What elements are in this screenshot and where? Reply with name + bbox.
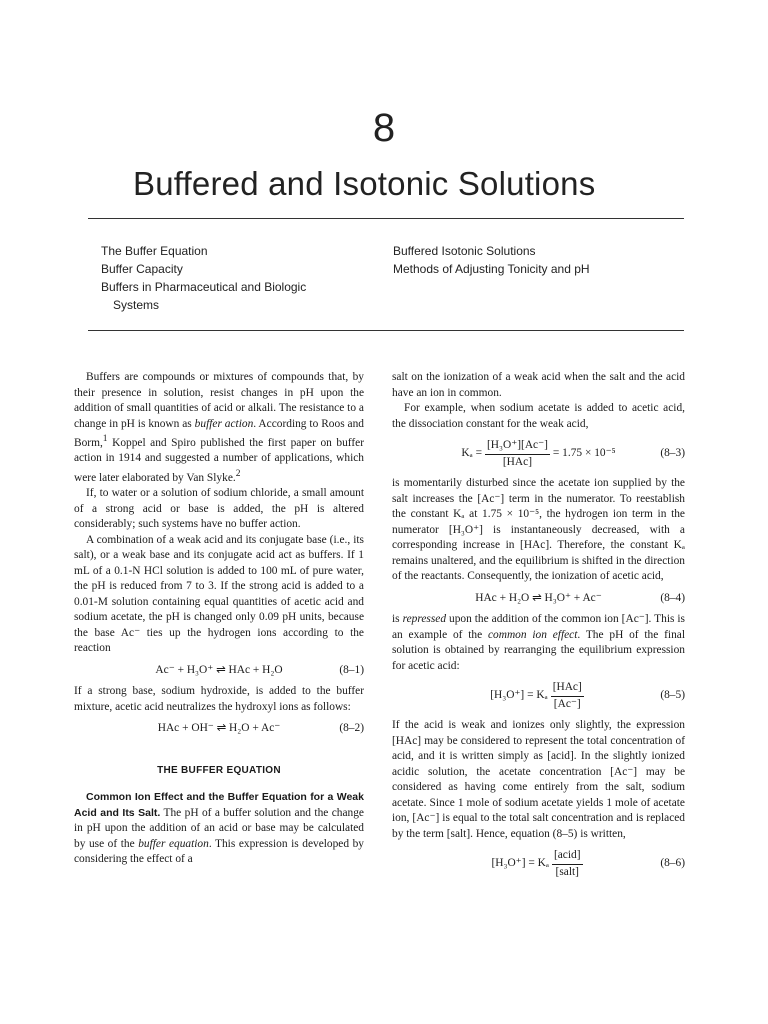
paragraph: is momentarily disturbed since the acetate ion supplied by the salt increases the [Ac⁻] term in the numerator. To reestablish the constant Kₐ at 1.75 × 10⁻⁵, the hydrogen ion term in the numerator [H₃O⁺] is instantaneously decreased, with a corresponding increase in [HAc]. Therefore, the constant Kₐ remains unaltered, and the equilibrium is shifted in the direction of the reactants. Consequently, the ionization of acetic acid, bbox=[392, 477, 685, 582]
paragraph: If, to water or a solution of sodium chloride, a small amount of a strong acid or base is added, the pH is altered considerably; such systems have no buffer action. bbox=[74, 487, 364, 531]
chapter-number: 8 bbox=[372, 106, 396, 150]
left-column bbox=[74, 370, 364, 868]
paragraph: A combination of a weak acid and its conjugate base (i.e., its salt), or a weak base and its conjugate acid act as buffers. If 1 mL of a 0.1-N HCl solution is added to 100 mL of pure water, the pH is reduced from 7 to 3. If the strong acid is added to a 0.01-M solution containing equal quantities of acetic acid and sodium acetate, the pH is changed only 0.09 pH units, because the base Ac⁻ ties up the hydrogen ions according to the reaction bbox=[74, 533, 364, 655]
paragraph: If the acid is weak and ionizes only slightly, the expression [HAc] may be considered to represent the total concentration of acid, and it is written simply as [acid]. In the slightly ionized acidic solution, the acetate concentration [Ac⁻] may be considered as having come entirely from the salt, sodium acetate. Since 1 mole of sodium acetate yields 1 mole of acetate ion, [Ac⁻] is equal to the total salt concentration and is replaced by the term [salt]. Hence, equation (8–5) is written, bbox=[392, 719, 685, 840]
section-heading: THE BUFFER EQUATION bbox=[157, 764, 281, 776]
bottom-rule bbox=[88, 330, 684, 331]
equation-8-4: HAc + H₂O ⇌ H₃O⁺ + Ac⁻ (8–4) bbox=[475, 591, 685, 604]
toc-left bbox=[101, 242, 351, 314]
equation-8-1: Ac⁻ + H₃O⁺ ⇌ HAc + H₂O (8–1) bbox=[155, 663, 364, 676]
toc-right bbox=[393, 242, 653, 278]
paragraph: salt on the ionization of a weak acid when the salt and the acid have an ion in common. bbox=[392, 371, 685, 399]
equation-8-3: Kₐ = $\frac{\text{[H₃O⁺][Ac⁻]}}{\text{[HAc]}}$ = 1.75 × 10⁻⁵ (8–3) bbox=[461, 439, 685, 468]
equation-8-2: HAc + OH⁻ ⇌ H₂O + Ac⁻ (8–2) bbox=[157, 722, 364, 735]
toc-item: Buffers in Pharmaceutical and Biologic bbox=[101, 280, 307, 294]
toc-item: Methods of Adjusting Tonicity and pH bbox=[393, 262, 590, 276]
chapter-title: Buffered and Isotonic Solutions bbox=[133, 165, 596, 202]
right-column bbox=[392, 370, 685, 886]
paragraph: is repressed upon the addition of the common ion [Ac⁻]. This is an example of the common ion effect. The pH of the final solution is obtained by rearranging the equilibrium expression for acetic acid: bbox=[392, 613, 685, 672]
paragraph: Common Ion Effect and the Buffer Equation for a Weak Acid and Its Salt. The pH of a buffer solution and the change in pH upon the addition of an acid or base may be calculated by use of the buffer equation. This expression is developed by considering the effect of a bbox=[74, 791, 364, 866]
paragraph: Buffers are compounds or mixtures of compounds that, by their presence in solution, resist changes in pH upon the addition of small quantities of acid or alkali. The resistance to a change in pH is known as buffer action. According to Roos and Borm,$^1$ Koppel and Spiro published the first paper on buffer action in 1914 and suggested a number of applications, which were later elaborated by Van Slyke.$^2$ bbox=[74, 371, 364, 484]
toc-item: Buffered Isotonic Solutions bbox=[393, 244, 536, 258]
top-rule bbox=[88, 218, 684, 219]
equation-8-5: [H₃O⁺] = Kₐ $\frac{\text{[HAc]}}{[Ac^-]}$ (8–5) bbox=[490, 681, 685, 710]
paragraph: If a strong base, sodium hydroxide, is added to the buffer mixture, acetic acid neutralizes the hydroxyl ions as follows: bbox=[74, 685, 364, 713]
paragraph: For example, when sodium acetate is added to acetic acid, the dissociation constant for the weak acid, bbox=[392, 402, 685, 430]
toc-item: Systems bbox=[113, 298, 160, 312]
toc-item: The Buffer Equation bbox=[101, 244, 208, 258]
equation-8-6: [H₃O⁺] = Kₐ $\frac{\text{[acid]}}{\text{[salt]}}$ (8–6) bbox=[491, 849, 685, 878]
toc-item: Buffer Capacity bbox=[101, 262, 183, 276]
